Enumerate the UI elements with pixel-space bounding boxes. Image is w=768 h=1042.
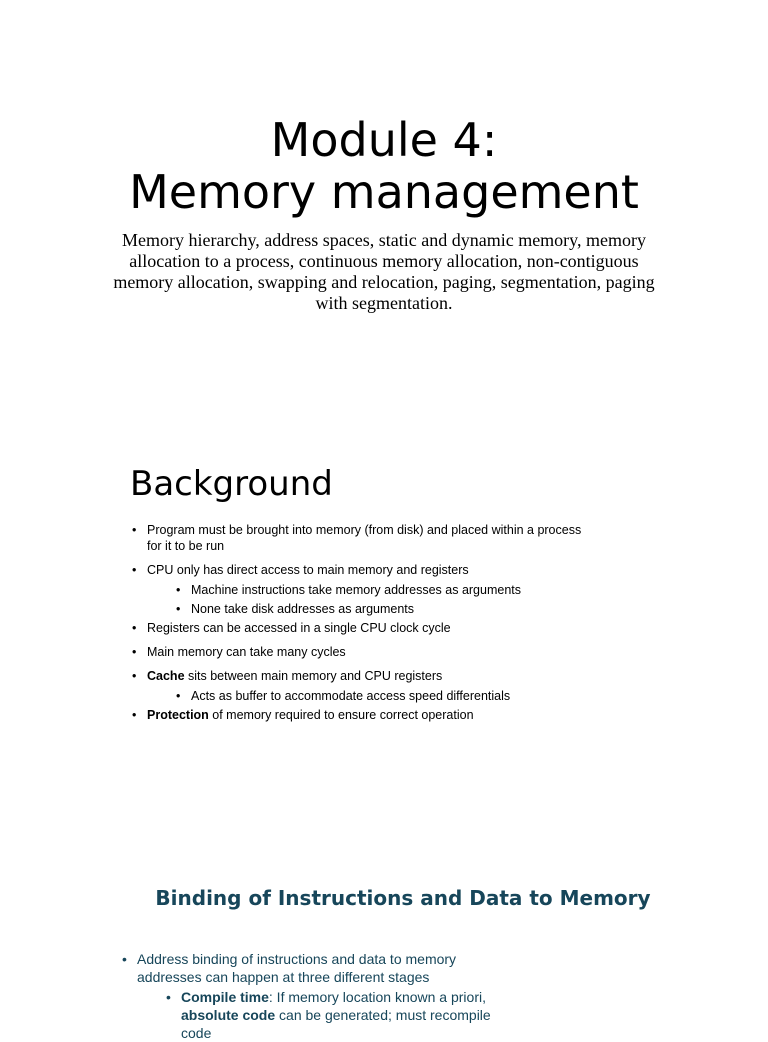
address-binding-text: Address binding of instructions and data to memory addresses can happen at three different stages [137,951,457,985]
bullet-cpu-access [132,562,582,617]
binding-heading: Binding of Instructions and Data to Memory [155,886,651,910]
background-heading: Background [130,464,333,504]
bullet-address-binding [122,950,502,1042]
slide-subtitle: Memory hierarchy, address spaces, static and dynamic memory, memory allocation to a process, continuous memory allocation, non-contiguous memory allocation, swapping and relocation, paging, segmentation, paging with segmentation. [113,230,655,313]
protection-text: of memory required to ensure correct operation [208,708,474,722]
compile-time-text: : If memory location known a priori, [268,989,486,1005]
background-bullet-list [132,522,582,723]
sub-bullet-compile-time [166,988,502,1042]
compile-time-term: Compile time [181,989,269,1005]
bullet-protection [132,707,582,723]
bullet-registers: • Registers can be accessed in a single CPU clock cycle [132,620,582,636]
cpu-access-sublist [147,582,582,617]
slide-title [0,114,768,218]
bullet-program-memory: • Program must be brought into memory (from disk) and placed within a process for it to be run [132,522,582,554]
bullet-cache [132,668,582,704]
absolute-code-term: absolute code [181,1007,276,1023]
protection-term: Protection [147,708,209,722]
cache-term: Cache [147,669,185,683]
binding-bullet-list [122,950,502,1042]
sub-bullet-buffer: • Acts as buffer to accommodate access speed differentials [176,688,582,704]
sub-bullet-machine-instructions: • Machine instructions take memory addresses as arguments [176,582,582,598]
title-line-2: Memory management [129,165,639,219]
bullet-main-memory: • Main memory can take many cycles [132,644,582,660]
sub-bullet-disk-addresses: • None take disk addresses as arguments [176,601,582,617]
cache-text: sits between main memory and CPU registers [184,669,443,683]
title-line-1: Module 4: [270,113,498,167]
cache-sublist [147,688,582,704]
bullet-cpu-access-text: CPU only has direct access to main memory and registers [147,563,469,577]
binding-sublist [137,988,502,1042]
recompile-text: can be generated; must recompile code [181,1007,491,1041]
